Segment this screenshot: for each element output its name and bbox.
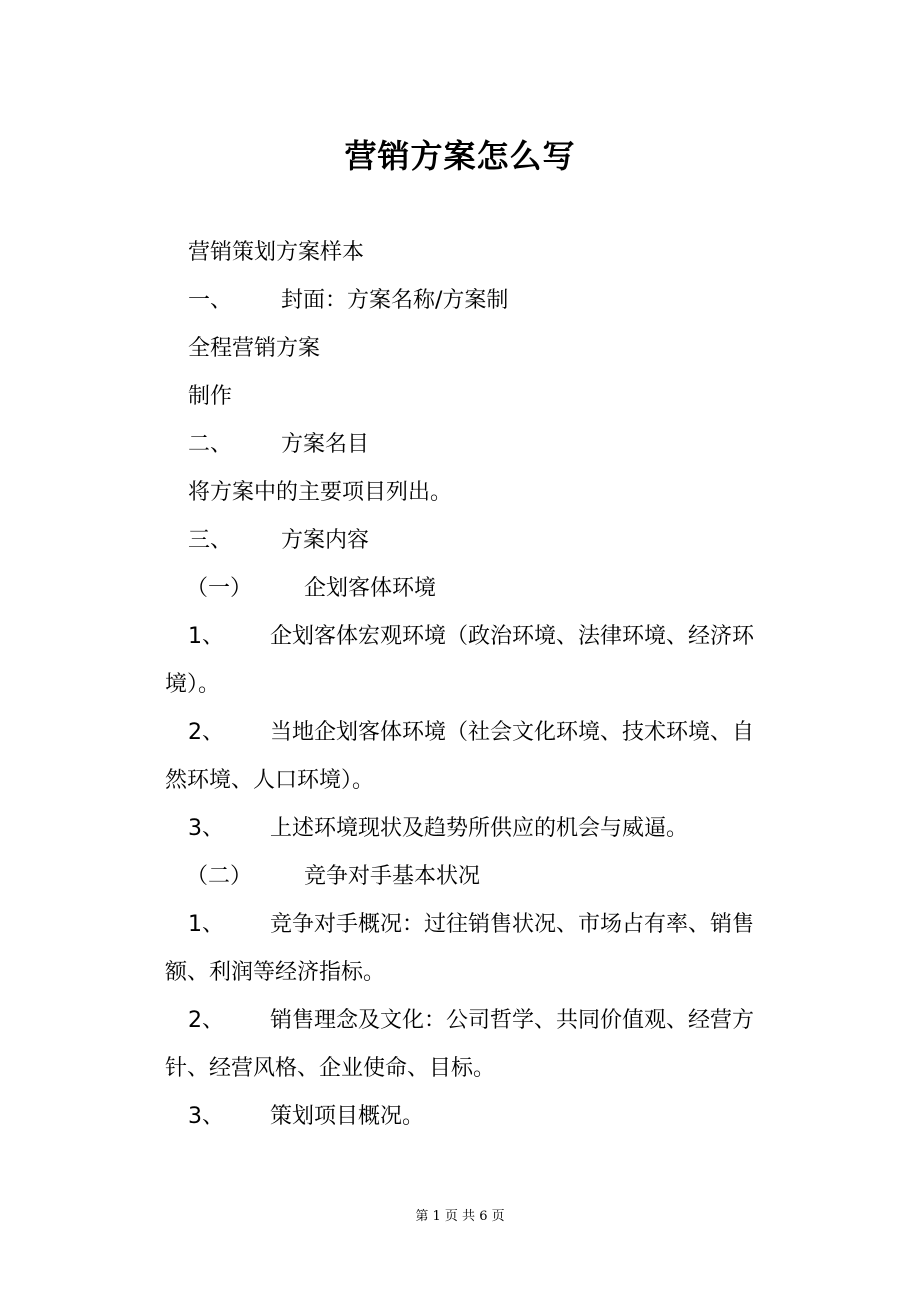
section-3-number: 三、 xyxy=(188,528,233,553)
item-a2-continuation: 然环境、人口环境）。 xyxy=(165,768,375,793)
page-number-footer: 第 1 页 共 6 页 xyxy=(415,1209,505,1224)
section-1-heading: 封面：方案名称/方案制 xyxy=(281,288,509,313)
item-a3-number: 3、 xyxy=(188,816,224,841)
item-b1-number: 1、 xyxy=(188,912,224,937)
paragraph-whole-process: 全程营销方案 xyxy=(188,336,321,361)
item-b1-continuation: 额、利润等经济指标。 xyxy=(165,960,386,985)
item-b1-text: 竞争对手概况：过往销售状况、市场占有率、销售 xyxy=(270,912,755,937)
item-a1-text: 企划客体宏观环境（政治环境、法律环境、经济环 xyxy=(270,624,755,649)
item-a1-continuation: 境）。 xyxy=(165,672,221,697)
item-b2-text: 销售理念及文化：公司哲学、共同价值观、经营方 xyxy=(270,1008,755,1033)
item-b3-number: 3、 xyxy=(188,1104,224,1129)
item-a1-number: 1、 xyxy=(188,624,224,649)
item-a2-text: 当地企划客体环境（社会文化环境、技术环境、自 xyxy=(270,720,755,745)
item-a3-text: 上述环境现状及趋势所供应的机会与威逼。 xyxy=(270,816,689,841)
document-title: 营销方案怎么写 xyxy=(344,137,576,175)
item-b2-number: 2、 xyxy=(188,1008,224,1033)
subsection-2-heading: 竞争对手基本状况 xyxy=(304,864,481,889)
item-b2-continuation: 针、经营风格、企业使命、目标。 xyxy=(165,1056,496,1081)
paragraph-list-items: 将方案中的主要项目列出。 xyxy=(188,480,453,505)
section-3-heading: 方案内容 xyxy=(281,528,370,553)
subsection-1-heading: 企划客体环境 xyxy=(304,576,437,601)
section-1-number: 一、 xyxy=(188,288,233,313)
subsection-1-number: （一） xyxy=(186,576,253,601)
subsection-2-number: （二） xyxy=(186,864,253,889)
document-subtitle: 营销策划方案样本 xyxy=(188,240,365,265)
section-2-number: 二、 xyxy=(188,432,233,457)
paragraph-make: 制作 xyxy=(188,384,233,409)
section-2-heading: 方案名目 xyxy=(281,432,370,457)
item-a2-number: 2、 xyxy=(188,720,224,745)
item-b3-text: 策划项目概况。 xyxy=(270,1104,425,1129)
